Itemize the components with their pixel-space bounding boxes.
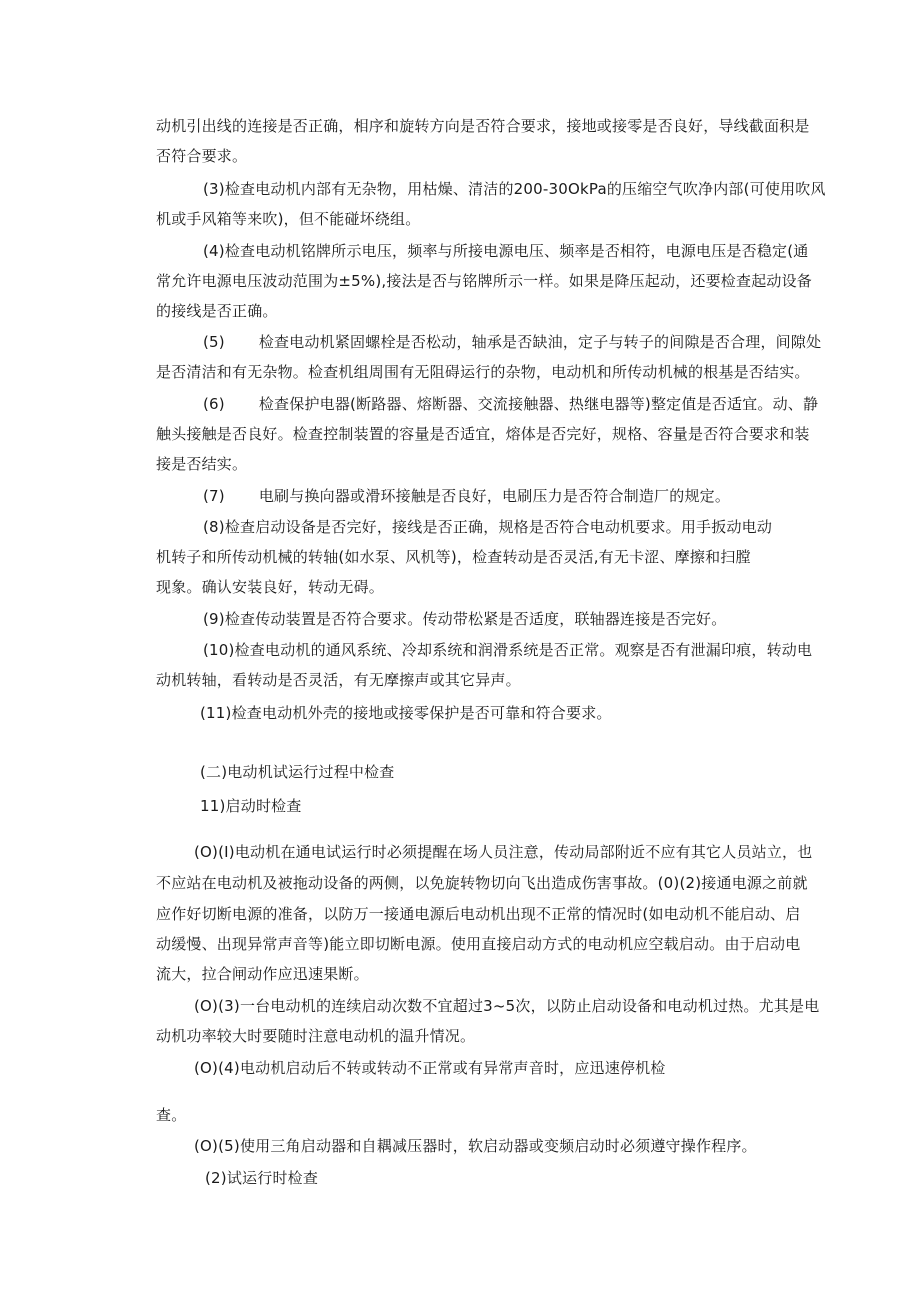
text-line: (O)(3)一台电动机的连续启动次数不宜超过3~5次，以防止启动设备和电动机过热。尤其是电	[194, 997, 820, 1015]
text-line: 查。	[156, 1106, 187, 1124]
text-line: 接是否结实。	[156, 455, 248, 473]
text-line: 否符合要求。	[156, 147, 248, 165]
item-text: 检查保护电器(断路器、熔断器、交流接触器、热继电器等)整定值是否适宜。动、静	[258, 395, 819, 413]
text-line: 动机引出线的连接是否正确，相序和旋转方向是否符合要求，接地或接零是否良好，导线截面积是	[156, 117, 810, 135]
text-line: (10)检查电动机的通风系统、冷却系统和润滑系统是否正常。观察是否有泄漏印痕，转动电	[203, 641, 813, 659]
text-line: (9)检查传动装置是否符合要求。传动带松紧是否适度，联轴器连接是否完好。	[203, 610, 727, 628]
text-line: 是否清洁和有无杂物。检查机组周围有无阻碍运行的杂物，电动机和所传动机械的根基是否结实。	[156, 363, 810, 381]
text-line: 机或手风箱等来吹)，但不能碰坏绕组。	[156, 210, 421, 228]
text-line: (11)检查电动机外壳的接地或接零保护是否可靠和符合要求。	[200, 704, 612, 722]
text-line: (4)检查电动机铭牌所示电压，频率与所接电源电压、频率是否相符，电源电压是否稳定(通	[203, 242, 809, 260]
item-number: (7)	[203, 487, 225, 505]
text-line	[203, 394, 818, 414]
text-line: 触头接触是否良好。检查控制装置的容量是否适宜，熔体是否完好，规格、容量是否符合要求和装	[156, 425, 810, 443]
text-line: 动机功率较大时要随时注意电动机的温升情况。	[156, 1027, 476, 1045]
text-line: 动机转轴，看转动是否灵活，有无摩擦声或其它异声。	[156, 671, 521, 689]
text-line: 常允许电源电压波动范围为±5%),接法是否与铭牌所示一样。如果是降压起动，还要检查起动设备	[156, 272, 812, 290]
subsection-heading: (2)试运行时检查	[205, 1169, 319, 1187]
text-line: (O)(4)电动机启动后不转或转动不正常或有异常声音时，应迅速停机检	[194, 1059, 666, 1077]
text-line: 不应站在电动机及被拖动设备的两侧，以免旋转物切向飞出造成伤害事故。(0)(2)接通电源之前就	[156, 874, 808, 892]
section-heading: (二)电动机试运行过程中检查	[200, 763, 395, 781]
item-text: 检查电动机紧固螺栓是否松动，轴承是否缺油，定子与转子的间隙是否合理，间隙处	[258, 333, 822, 351]
text-line	[203, 332, 821, 352]
text-line: 动缓慢、出现异常声音等)能立即切断电源。使用直接启动方式的电动机应空载启动。由于启动电	[156, 935, 801, 953]
text-line: (8)检查启动设备是否完好，接线是否正确，规格是否符合电动机要求。用手扳动电动	[203, 518, 773, 536]
text-line: 应作好切断电源的准备，以防万一接通电源后电动机出现不正常的情况时(如电动机不能启动、启	[156, 905, 801, 923]
item-number: (6)	[203, 395, 225, 413]
text-line: 机转子和所传动机械的转轴(如水泵、风机等)，检查转动是否灵活,有无卡涩、摩擦和扫膛	[156, 548, 751, 566]
item-text: 电刷与换向器或滑环接触是否良好，电刷压力是否符合制造厂的规定。	[258, 487, 731, 505]
text-line: 的接线是否正确。	[156, 302, 278, 320]
text-line: (O)(5)使用三角启动器和自耦减压器时，软启动器或变频启动时必须遵守操作程序。	[194, 1137, 757, 1155]
text-line: (O)(I)电动机在通电试运行时必须提醒在场人员注意，传动局部附近不应有其它人员站立，也	[194, 843, 813, 861]
text-line	[203, 486, 730, 506]
text-line: 流大，拉合闸动作应迅速果断。	[156, 965, 369, 983]
text-line: (3)检查电动机内部有无杂物，用枯燥、清洁的200-30OkPa的压缩空气吹净内部(可使用吹风	[203, 180, 826, 198]
item-number: (5)	[203, 333, 225, 351]
subsection-heading: 11)启动时检查	[200, 797, 302, 815]
text-line: 现象。确认安装良好，转动无碍。	[156, 578, 385, 596]
